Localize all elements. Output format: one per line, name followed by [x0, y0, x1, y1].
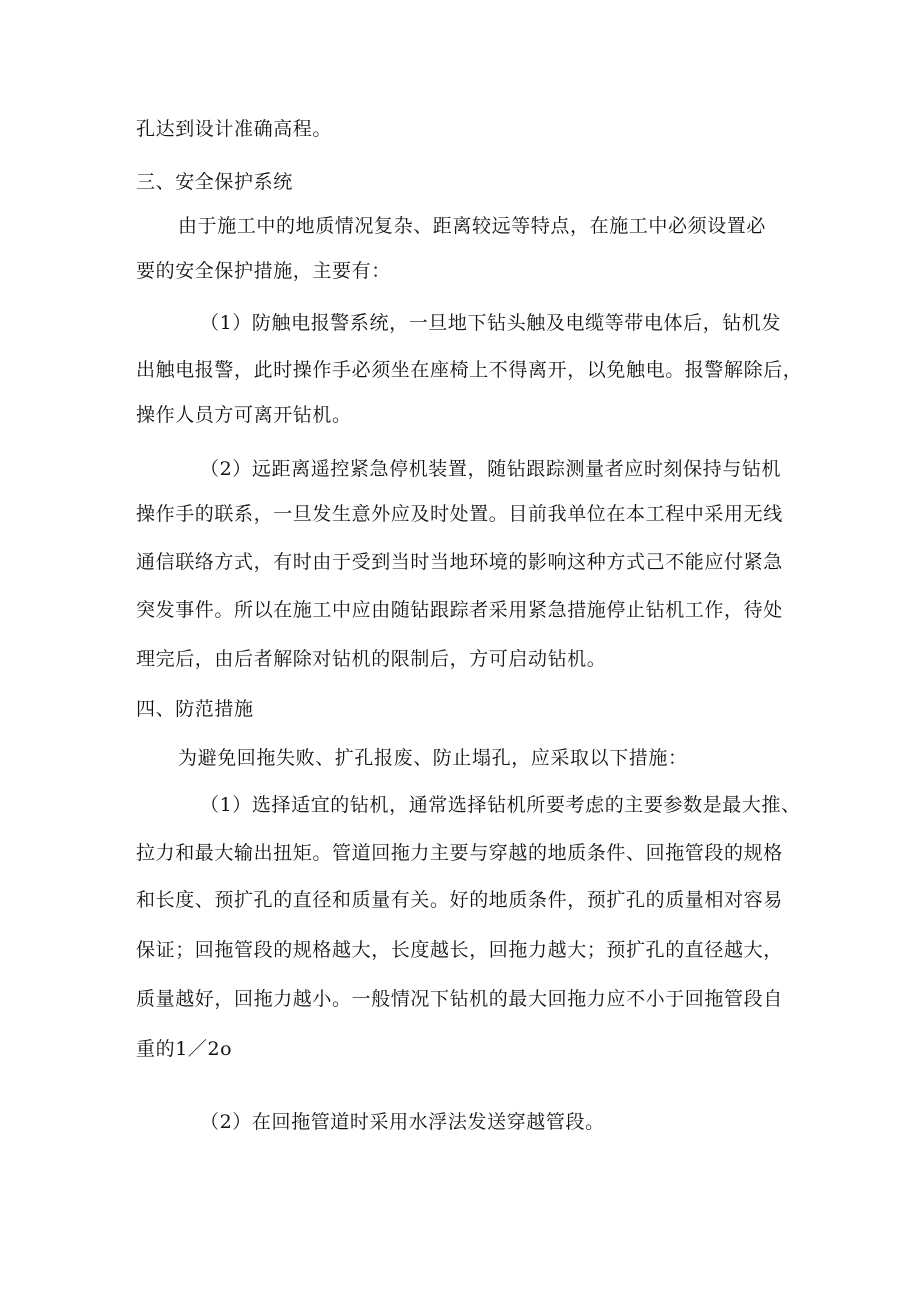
list-item-line: 突发事件。所以在施工中应由随钻跟踪者采用紧急措施停止钻机工作，待处: [136, 599, 783, 621]
list-item-line: （2）远距离遥控紧急停机装置，随钻跟踪测量者应时刻保持与钻机: [200, 458, 782, 480]
list-item-line: 质量越好，回拖力越小。一般情况下钻机的最大回拖力应不小于回拖管段自: [136, 988, 783, 1010]
list-item-line: 保证；回拖管段的规格越大，长度越长，回拖力越大；预扩孔的直径越大，: [136, 939, 783, 961]
paragraph-line: 为避免回拖失败、扩孔报废、防止塌孔，应采取以下措施：: [178, 747, 688, 769]
paragraph-line: 要的安全保护措施，主要有：: [136, 260, 391, 282]
list-item-line: 出触电报警，此时操作手必须坐在座椅上不得离开，以免触电。报警解除后，: [136, 359, 803, 381]
list-item-line: 理完后，由后者解除对钻机的限制后，方可启动钻机。: [136, 648, 607, 670]
section-heading: 四、防范措施: [136, 698, 254, 720]
paragraph-line: 孔达到设计准确高程。: [136, 118, 333, 140]
list-item-line: （1）选择适宜的钻机，通常选择钻机所要考虑的主要参数是最大推、: [200, 794, 801, 816]
list-item-line: 拉力和最大输出扭矩。管道回拖力主要与穿越的地质条件、回拖管段的规格: [136, 842, 783, 864]
paragraph-line: 由于施工中的地质情况复杂、距离较远等特点，在施工中必须设置必: [178, 215, 767, 237]
list-item-line: 重的1／2o: [136, 1038, 233, 1060]
section-heading: 三、安全保护系统: [136, 171, 293, 193]
list-item-line: （2）在回拖管道时采用水浮法发送穿越管段。: [200, 1111, 605, 1133]
list-item-line: 和长度、预扩孔的直径和质量有关。好的地质条件，预扩孔的质量相对容易: [136, 889, 783, 911]
list-item-line: 操作手的联系，一旦发生意外应及时处置。目前我单位在本工程中采用无线: [136, 503, 783, 525]
list-item-line: 操作人员方可离开钻机。: [136, 404, 352, 426]
list-item-line: （1）防触电报警系统，一旦地下钻头触及电缆等带电体后，钻机发: [200, 312, 782, 334]
list-item-line: 通信联络方式，有时由于受到当时当地环境的影响这种方式己不能应付紧急: [136, 551, 783, 573]
